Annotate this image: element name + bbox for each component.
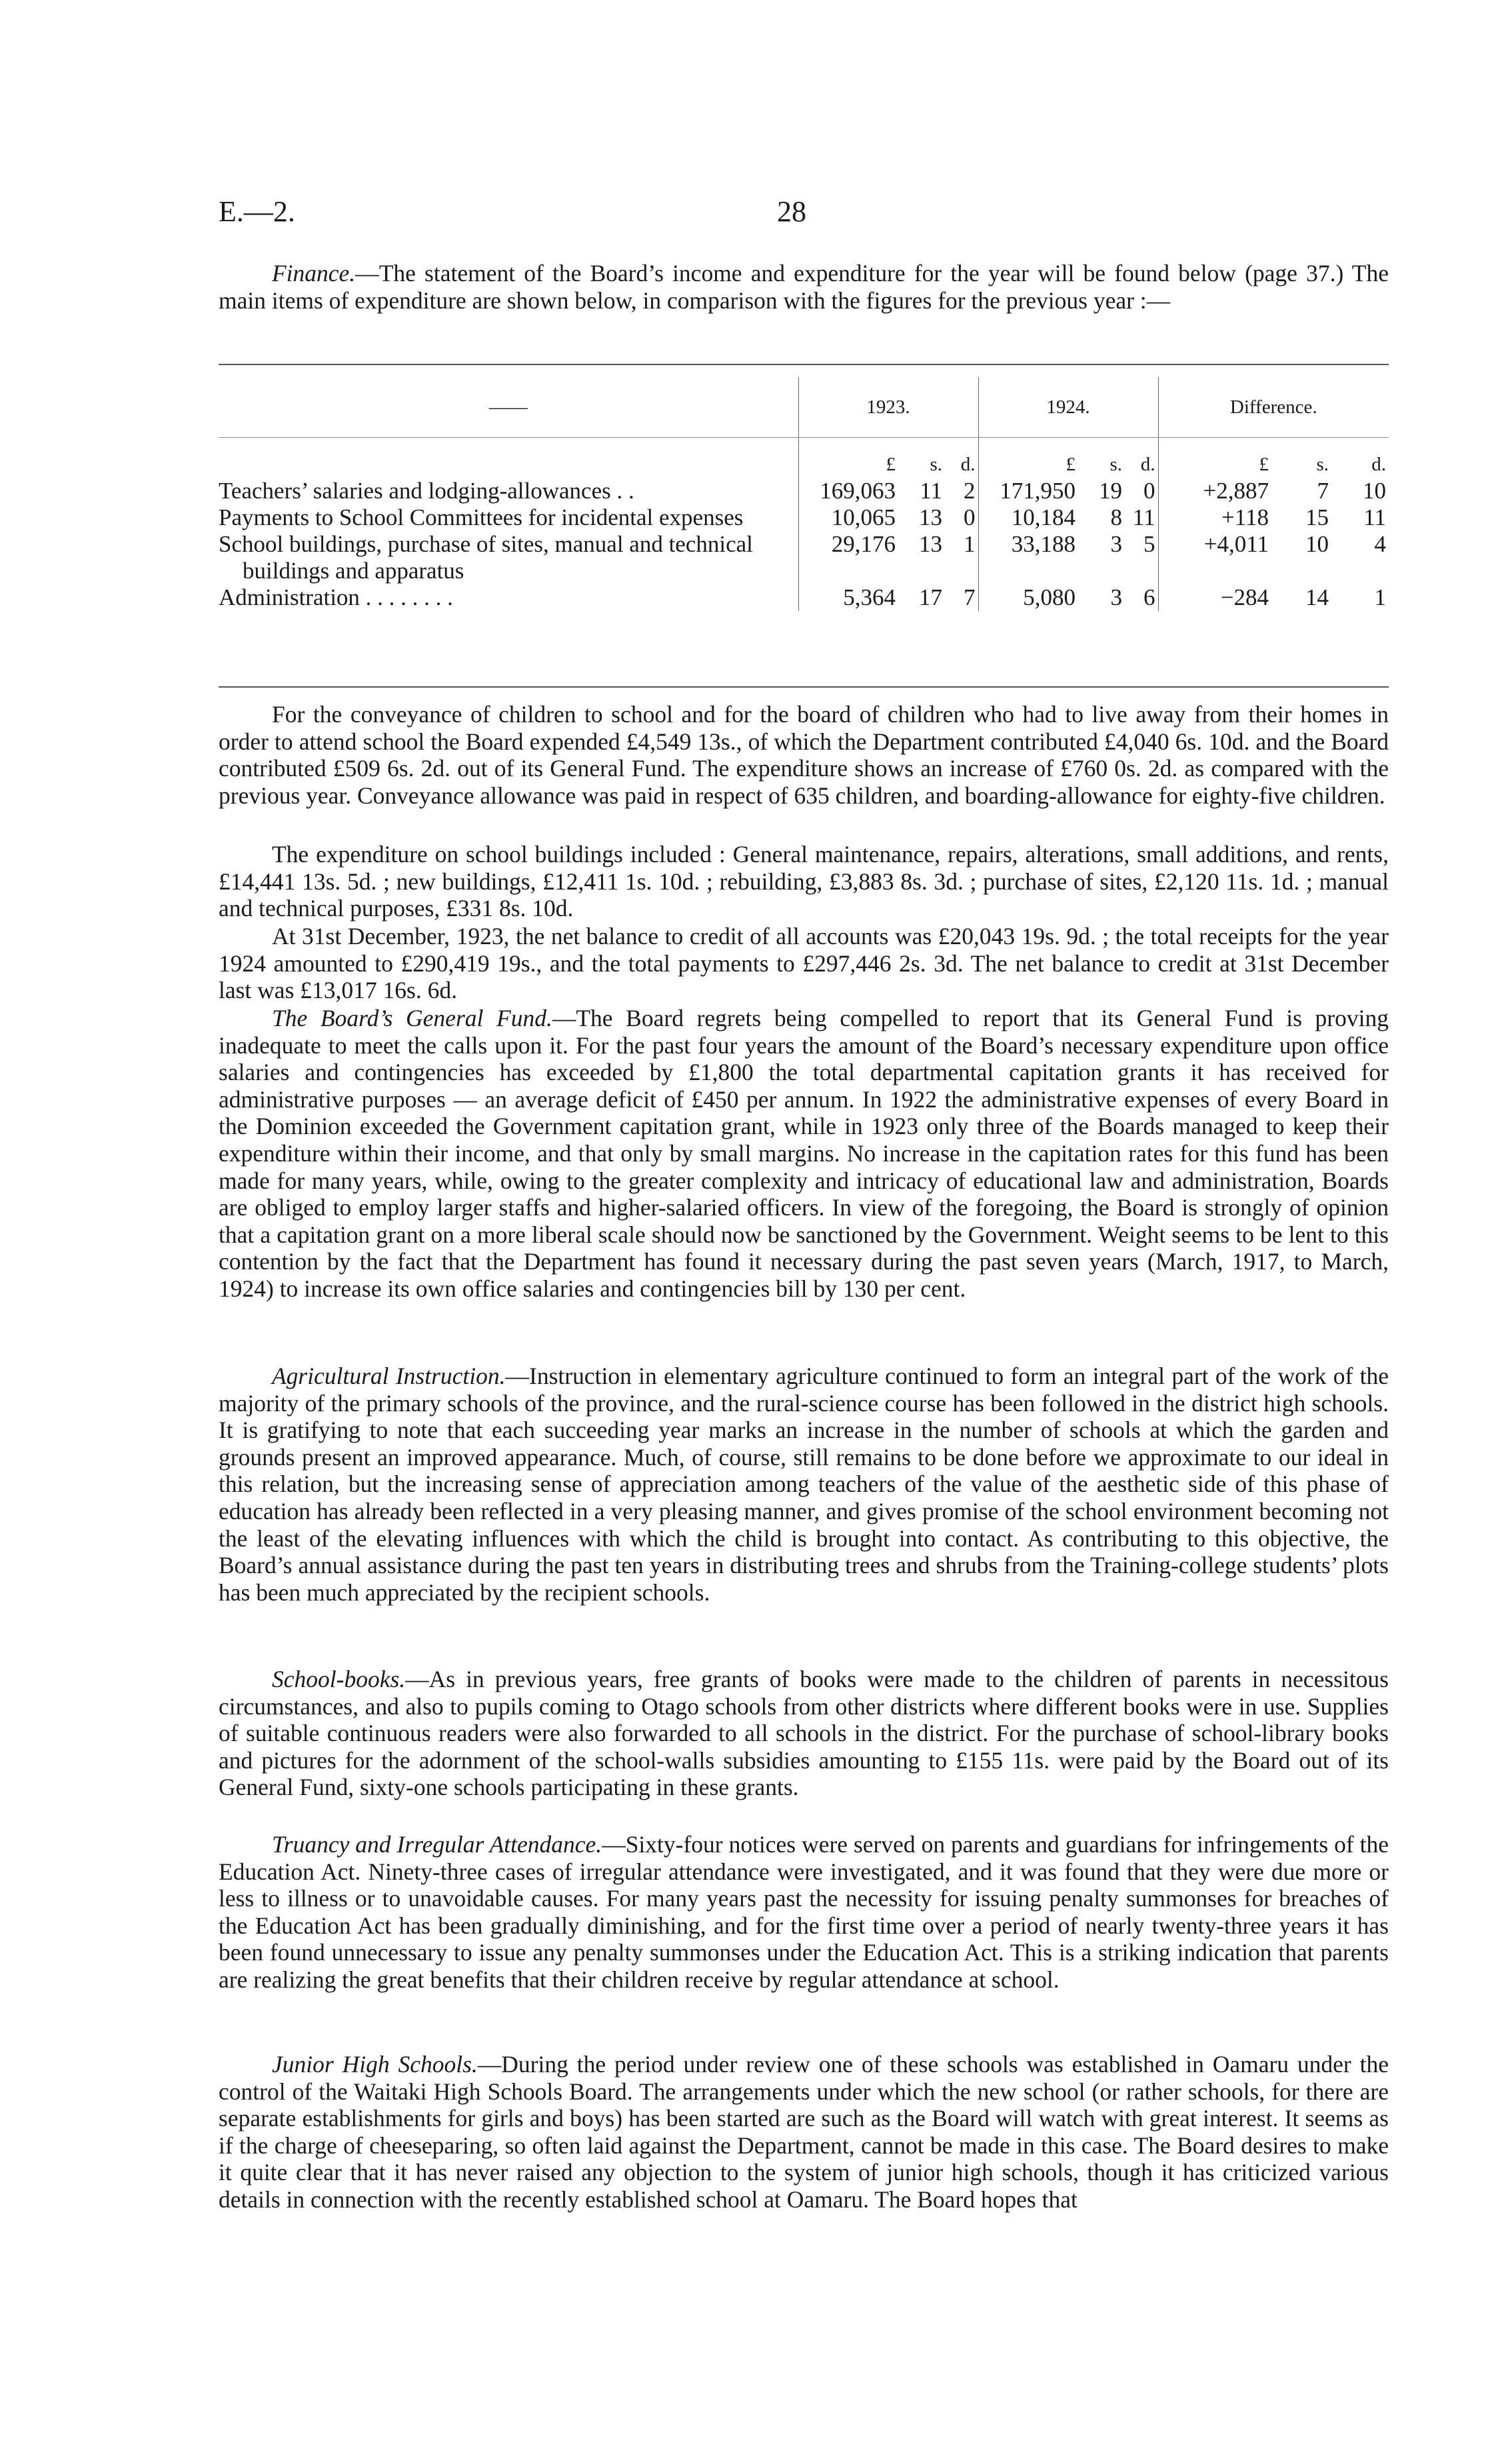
unit-shillings: s. — [1316, 454, 1329, 475]
table-row — [219, 478, 1389, 504]
paragraph-text: At 31st December, 1923, the net balance to credit of all accounts was £20,043 19s. 9d. ; the total receipts for the year 1924 amounted to £290,419 19s., and the total payments to £297,446 2s. 3d. The net balance to credit at 31st December last was £13,017 16s. 6d. — [219, 923, 1389, 1004]
cell-1924-pounds: 171,950 — [978, 478, 1078, 504]
column-header-item: —— — [219, 377, 798, 438]
cell-1924-pounds: 5,080 — [978, 584, 1078, 611]
cell-1923-shillings: 17 — [919, 584, 942, 610]
paragraph-text: —Sixty-four notices were served on parents and guardians for infringements of the Education Act. Ninety-three cases of irregular attendance were investigated, and it was found that they were due more or less to illness or to unavoidable causes. For many years past the necessity for issuing penalty summonses for breaches of the Education Act has been gradually diminishing, and for the first time over a period of nearly twenty-three years it has been found unnecessary to issue any penalty summonses under the Education Act. This is a striking indication that parents are realizing the great benefits that their children receive by regular attendance at school. — [219, 1831, 1389, 1993]
cell-diff-pence: 11 — [1363, 504, 1386, 530]
cell-diff-pence: 1 — [1374, 584, 1386, 610]
cell-diff-pounds: +118 — [1158, 504, 1271, 531]
unit-pence: d. — [1140, 454, 1155, 475]
section-label: Agricultural Instruction. — [272, 1363, 506, 1389]
cell-1923-pounds: 29,176 — [798, 531, 898, 584]
paragraph-truancy — [219, 1831, 1389, 1994]
cell-1924-shillings: 3 — [1110, 584, 1122, 610]
finance-intro — [219, 260, 1389, 314]
section-label: Finance. — [272, 260, 356, 287]
paragraph-balance — [219, 923, 1389, 1004]
section-label: School-books. — [272, 1666, 406, 1692]
cell-diff-pence: 4 — [1374, 531, 1386, 557]
cell-1923-shillings: 11 — [920, 478, 942, 504]
paragraph-text: —During the period under review one of these schools was established in Oamaru under the control of the Waitaki High Schools Board. The arrangements under which the new school (or rather schools, for there are separate establishments for girls and boys) has been started are such as the Board will watch with great interest. It seems as if the charge of cheeseparing, so often laid against the Department, cannot be made in this case. The Board desires to make it quite clear that it has never raised any objection to the system of junior high schools, though it has criticized various details in connection with the recently established school at Oamaru. The Board hopes that — [219, 2051, 1389, 2213]
page-header — [219, 195, 1389, 235]
paragraph-text: —Instruction in elementary agriculture continued to form an integral part of the work of the majority of the primary schools of the province, and the rural-science course has been followed in the district high schools. It is gratifying to note that each succeeding year marks an increase in the number of schools at which the garden and grounds present an improved appearance. Much, of course, still remains to be done before we approximate to our ideal in this relation, but the increasing sense of appreciation among teachers of the value of the aesthetic side of this phase of education has already been reflected in a very pleasing manner, and gives promise of the school environment becoming not the least of the elevating influences with which the child is brought into contact. As contributing to this objective, the Board’s annual assistance during the past ten years in distributing trees and shrubs from the Training-college students’ plots has been much appreciated by the recipient schools. — [219, 1363, 1389, 1606]
row-label: Teachers’ salaries and lodging-allowances . . — [219, 478, 634, 504]
section-text: —The statement of the Board’s income and expenditure for the year will be found below (page 37.) The main items of expenditure are shown below, in comparison with the figures for the previous year :— — [219, 260, 1389, 314]
cell-1923-shillings: 13 — [919, 504, 942, 530]
cell-diff-shillings: 10 — [1305, 531, 1329, 557]
cell-1923-pence: 7 — [964, 584, 976, 610]
cell-1924-shillings: 8 — [1110, 504, 1122, 530]
document-reference: E.—2. — [219, 195, 295, 228]
cell-diff-pence: 10 — [1363, 478, 1386, 504]
column-header-difference: Difference. — [1158, 377, 1389, 438]
section-label: The Board’s General Fund. — [272, 1005, 552, 1031]
paragraph-school-books — [219, 1666, 1389, 1801]
paragraph-general-fund — [219, 1005, 1389, 1303]
paragraph-junior-high-schools — [219, 2051, 1389, 2213]
paragraph-text: —The Board regrets being compelled to report that its General Fund is proving inadequate to meet the calls upon it. For the past four years the amount of the Board’s necessary expenditure upon office salaries and contingencies has exceeded by £1,800 the total departmental capitation grants it has received for administrative purposes — an average deficit of £450 per annum. In 1922 the administrative expenses of every Board in the Dominion exceeded the Government capitation grant, while in 1923 only three of the Boards managed to keep their expenditure within their income, and that only by small margins. No increase in the capitation rates for this fund has been made for many years, while, owing to the greater complexity and intricacy of educational law and administration, Boards are obliged to employ larger staffs and higher-salaried officers. In view of the foregoing, the Board is strongly of opinion that a capitation grant on a more liberal scale should now be sanctioned by the Government. Weight seems to be lent to this contention by the fact that the Department has found it necessary during the past seven years (March, 1917, to March, 1924) to increase its own office salaries and contingencies bill by 130 per cent. — [219, 1005, 1389, 1302]
cell-1923-pounds: 5,364 — [798, 584, 898, 611]
unit-pounds: £ — [1158, 438, 1271, 478]
cell-diff-shillings: 15 — [1305, 504, 1329, 530]
unit-pence: d. — [1371, 454, 1386, 475]
paragraph-text: For the conveyance of children to school and for the board of children who had to live away from their homes in order to attend school the Board expended £4,549 13s., of which the Department contributed £4,040 6s. 10d. and the Board contributed £509 6s. 2d. out of its General Fund. The expenditure shows an increase of £760 0s. 2d. as compared with the previous year. Conveyance allowance was paid in respect of 635 children, and boarding-allowance for eighty-five children. — [219, 701, 1389, 809]
unit-pounds: £ — [978, 438, 1078, 478]
units-row — [219, 438, 1389, 478]
column-header-1924: 1924. — [978, 377, 1158, 438]
table-row — [219, 531, 1389, 584]
cell-diff-pounds: −284 — [1158, 584, 1271, 611]
page-number: 28 — [777, 195, 806, 228]
unit-shillings: s. — [1110, 454, 1122, 475]
cell-1923-pounds: 169,063 — [798, 478, 898, 504]
unit-pence: d. — [960, 454, 976, 475]
cell-1924-shillings: 19 — [1099, 478, 1122, 504]
paragraph-text: The expenditure on school buildings included : General maintenance, repairs, alterations, small additions, and rents, £14,441 13s. 5d. ; new buildings, £12,411 1s. 10d. ; rebuilding, £3,883 8s. 3d. ; purchase of sites, £2,120 11s. 1d. ; manual and technical purposes, £331 8s. 10d. — [219, 841, 1389, 922]
paragraph-text: —As in previous years, free grants of books were made to the children of parents in necessitous circumstances, and also to pupils coming to Otago schools from other districts where different books were in use. Supplies of suitable continuous readers were also forwarded to all schools in the district. For the purchase of school-library books and pictures for the adornment of the school-walls subsidies amounting to £155 11s. were paid by the Board out of its General Fund, sixty-one schools participating in these grants. — [219, 1666, 1389, 1801]
table-row — [219, 584, 1389, 611]
cell-1923-pence: 2 — [964, 478, 976, 504]
table-top-rule — [219, 364, 1389, 365]
table-row — [219, 504, 1389, 531]
row-label: Payments to School Committees for incidental expenses — [219, 504, 744, 530]
cell-diff-pounds: +4,011 — [1158, 531, 1271, 584]
cell-1924-pounds: 10,184 — [978, 504, 1078, 531]
row-label: Administration . . . . . . . . — [219, 584, 453, 610]
table-header-row — [219, 377, 1389, 438]
table-bottom-rule — [219, 686, 1389, 688]
section-label: Truancy and Irregular Attendance. — [272, 1831, 602, 1858]
cell-1924-pence: 0 — [1143, 478, 1155, 504]
cell-diff-pounds: +2,887 — [1158, 478, 1271, 504]
cell-1923-shillings: 13 — [919, 531, 942, 557]
section-label: Junior High Schools. — [272, 2051, 478, 2078]
cell-1923-pounds: 10,065 — [798, 504, 898, 531]
cell-1924-pence: 6 — [1143, 584, 1155, 610]
unit-shillings: s. — [930, 454, 942, 475]
expenditure-table — [219, 377, 1389, 611]
paragraph-agricultural-instruction — [219, 1363, 1389, 1606]
cell-diff-shillings: 14 — [1305, 584, 1329, 610]
row-label: School buildings, purchase of sites, manual and technical buildings and apparatus — [219, 531, 753, 584]
cell-diff-shillings: 7 — [1317, 478, 1329, 504]
unit-pounds: £ — [798, 438, 898, 478]
cell-1923-pence: 0 — [964, 504, 976, 530]
paragraph-buildings — [219, 841, 1389, 922]
cell-1924-pence: 11 — [1132, 504, 1155, 530]
column-header-1923: 1923. — [798, 377, 978, 438]
cell-1923-pence: 1 — [964, 531, 976, 557]
cell-1924-pounds: 33,188 — [978, 531, 1078, 584]
cell-1924-shillings: 3 — [1110, 531, 1122, 557]
paragraph-conveyance — [219, 701, 1389, 809]
cell-1924-pence: 5 — [1143, 531, 1155, 557]
